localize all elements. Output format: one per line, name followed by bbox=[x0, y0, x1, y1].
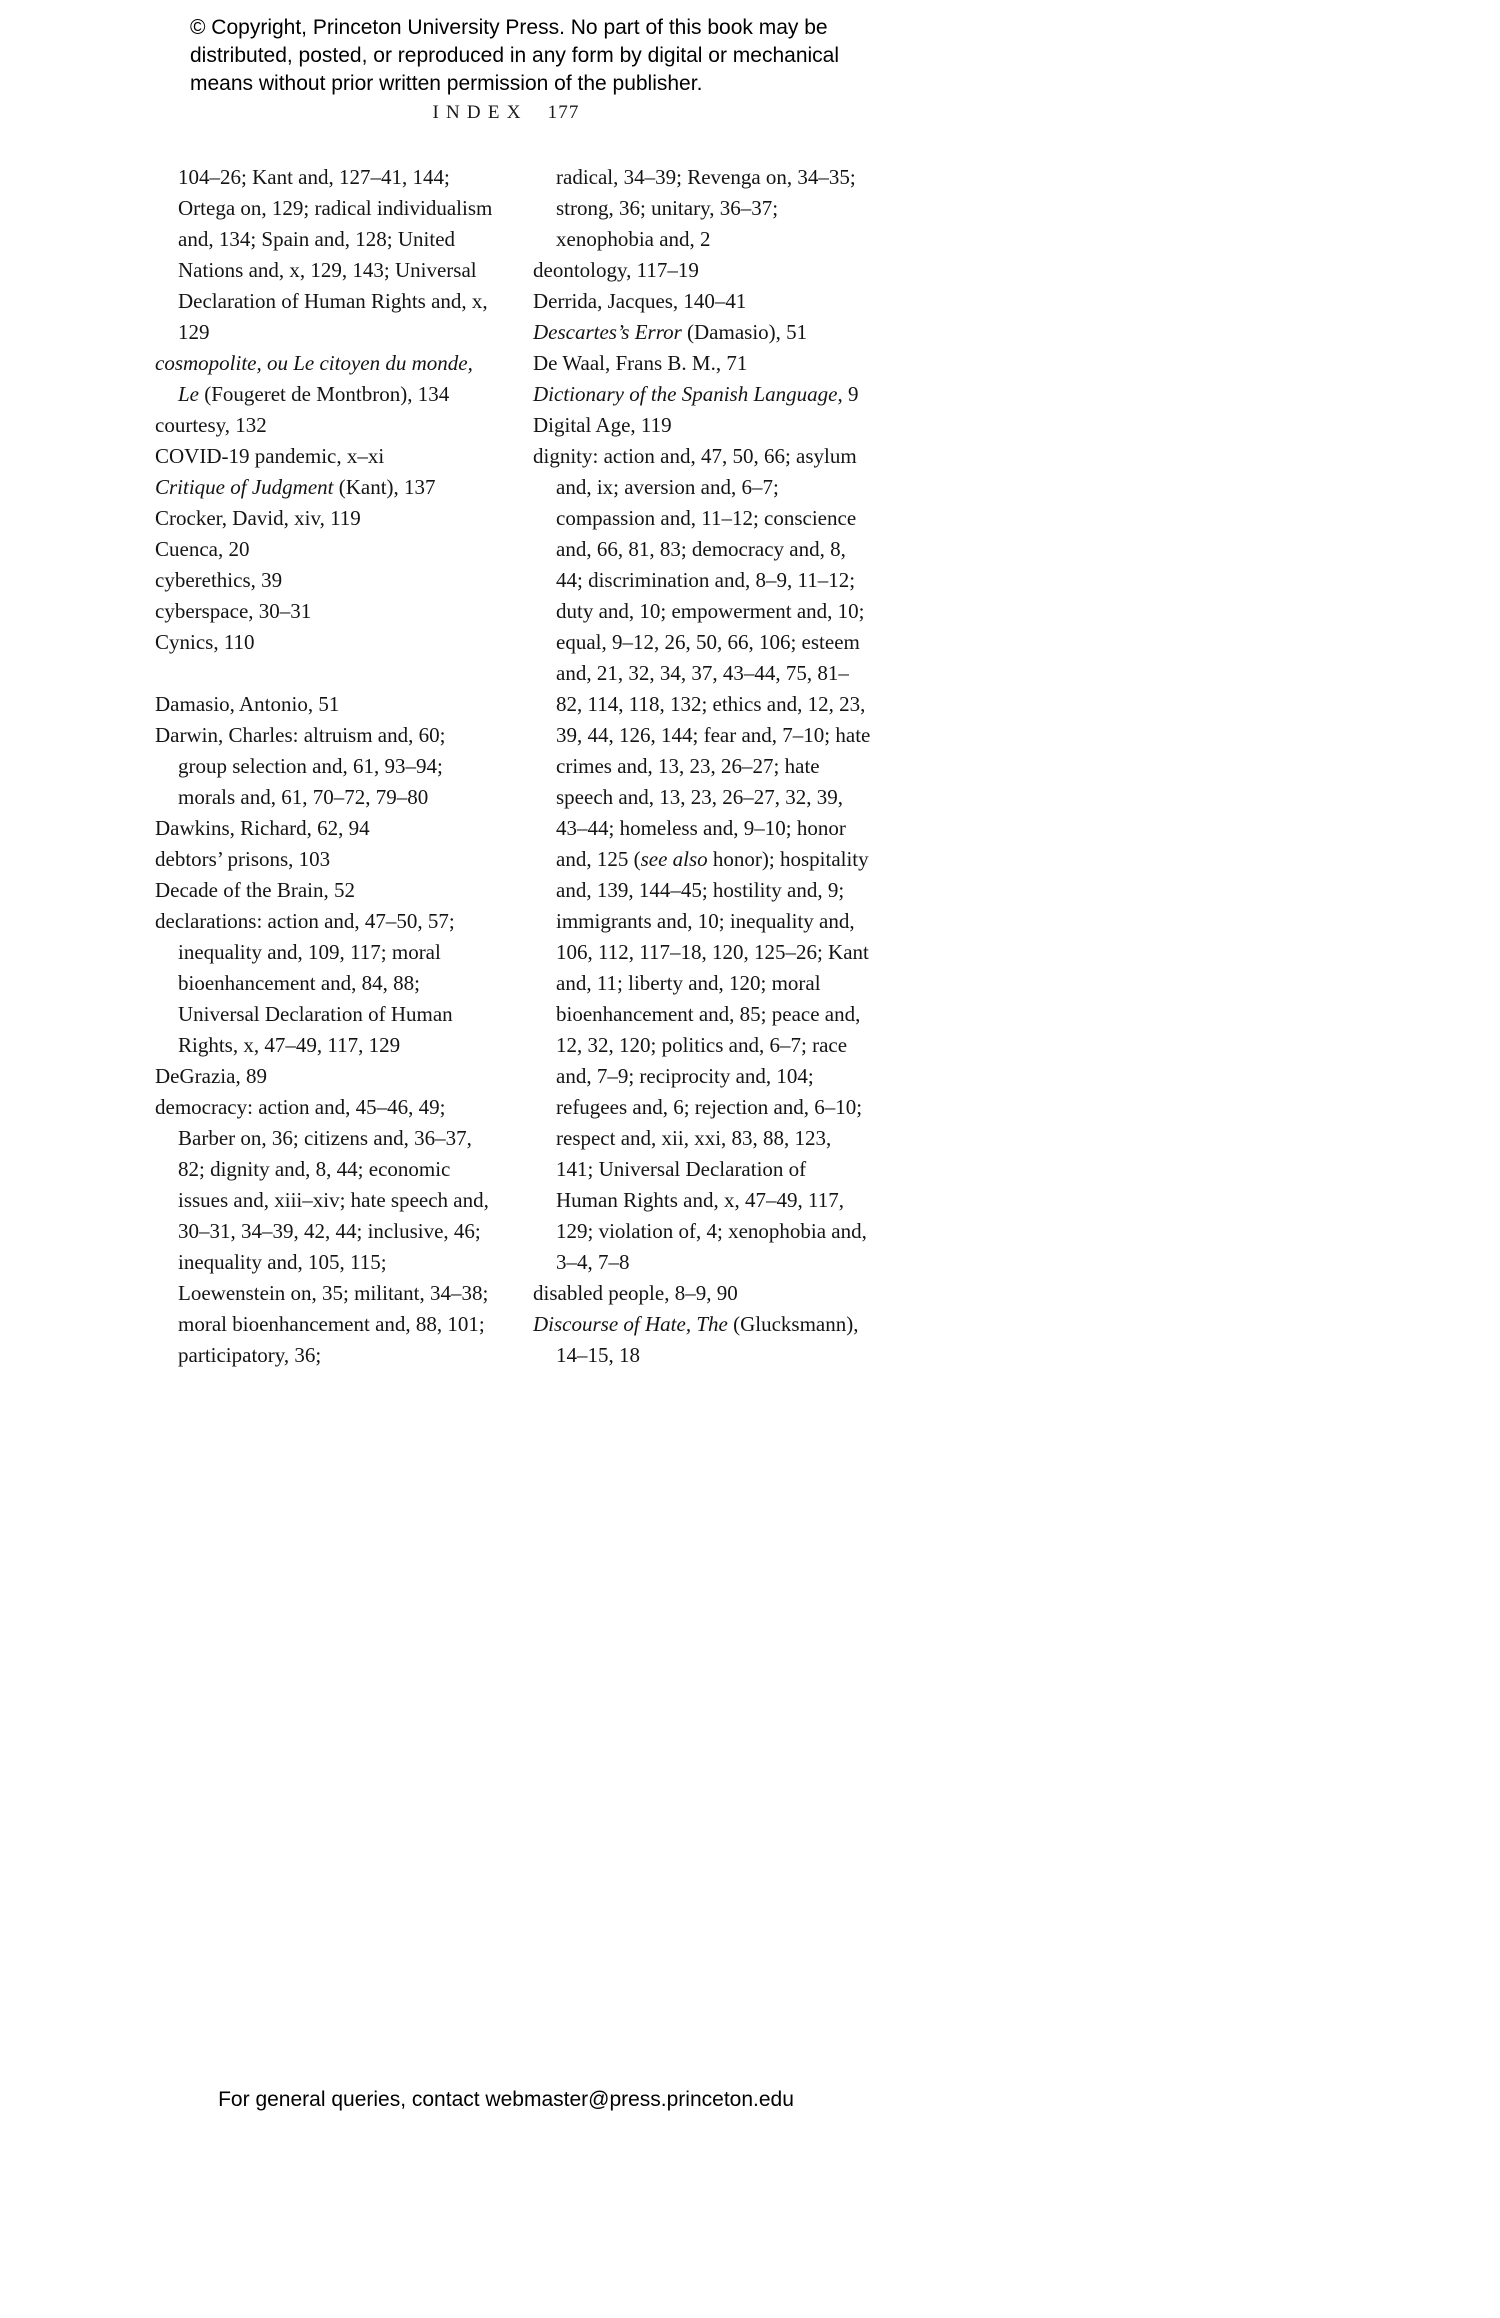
entry-italic-segment: Dictionary of the Spanish Language bbox=[533, 382, 838, 406]
entry-text-segment: Cuenca, 20 bbox=[155, 537, 250, 561]
entry-text-segment: De Waal, Frans B. M., 71 bbox=[533, 351, 748, 375]
index-entry bbox=[533, 1278, 871, 1309]
entry-text-segment: cyberethics, 39 bbox=[155, 568, 283, 592]
index-entry bbox=[155, 720, 493, 813]
index-title: INDEX bbox=[432, 102, 528, 123]
running-head bbox=[150, 102, 862, 124]
index-entry bbox=[533, 441, 871, 1278]
entry-text-segment: 104–26; Kant and, 127–41, 144; Ortega on, 129; radical individualism and, 134; Spain and, 128; United Nations and, x, 129, 143; Universal Declaration of Human Rights and, x, 129 bbox=[178, 165, 493, 344]
entry-text-segment: DeGrazia, 89 bbox=[155, 1064, 267, 1088]
index-entry bbox=[533, 162, 871, 255]
entry-text-segment: declarations: action and, 47–50, 57; inequality and, 109, 117; moral bioenhancement and, 84, 88; Universal Declaration of Human Rights, x, 47–49, 117, 129 bbox=[155, 909, 455, 1057]
page-number: 177 bbox=[547, 102, 580, 123]
index-entry bbox=[533, 1309, 871, 1371]
entry-text-segment: (Damasio), 51 bbox=[681, 320, 808, 344]
index-entry bbox=[155, 596, 493, 627]
entry-text-segment: Cynics, 110 bbox=[155, 630, 255, 654]
entry-text-segment: Crocker, David, xiv, 119 bbox=[155, 506, 361, 530]
copyright-line-2: distributed, posted, or reproduced in any form by digital or mechanical bbox=[190, 44, 840, 67]
entry-text-segment: Damasio, Antonio, 51 bbox=[155, 692, 340, 716]
index-entry bbox=[533, 379, 871, 410]
entry-text-segment: democracy: action and, 45–46, 49; Barber on, 36; citizens and, 36–37, 82; dignity and, 8, 44; economic issues and, xiii–xiv; hate speech and, 30–31, 34–39, 42, 44; inclusive, 46; inequality and, 105, 115; Loewenstein on, 35; militant, 34–38; moral bioenhancement and, 88, 101; participatory, 36; bbox=[155, 1095, 489, 1367]
index-entry bbox=[155, 906, 493, 1061]
entry-text-segment: radical, 34–39; Revenga on, 34–35; strong, 36; unitary, 36–37; xenophobia and, 2 bbox=[556, 165, 856, 251]
index-entry bbox=[533, 255, 871, 286]
index-entry bbox=[155, 1061, 493, 1092]
entry-text-segment: , 9 bbox=[837, 382, 859, 406]
index-column-left bbox=[155, 162, 493, 1371]
entry-text-segment: (Kant), 137 bbox=[333, 475, 436, 499]
entry-text-segment: courtesy, 132 bbox=[155, 413, 267, 437]
index-entry bbox=[155, 162, 493, 348]
index-entry bbox=[155, 627, 493, 658]
index-entry bbox=[155, 875, 493, 906]
entry-text-segment: Decade of the Brain, 52 bbox=[155, 878, 356, 902]
entry-text-segment: Darwin, Charles: altruism and, 60; group selection and, 61, 93–94; morals and, 61, 70–72, 79–80 bbox=[155, 723, 446, 809]
index-entry bbox=[533, 317, 871, 348]
index-entry bbox=[155, 503, 493, 534]
entry-text-segment: cyberspace, 30–31 bbox=[155, 599, 312, 623]
copyright-line-1: © Copyright, Princeton University Press. No part of this book may be bbox=[190, 16, 828, 39]
entry-italic-segment: see also bbox=[640, 847, 708, 871]
entry-text-segment: disabled people, 8–9, 90 bbox=[533, 1281, 738, 1305]
index-entry bbox=[155, 1092, 493, 1371]
footer-query-note bbox=[150, 2088, 862, 2112]
index-entry bbox=[155, 534, 493, 565]
index-entry bbox=[533, 348, 871, 379]
entry-text-segment: Digital Age, 119 bbox=[533, 413, 672, 437]
entry-italic-segment: cosmopolite, ou Le citoyen du monde, Le bbox=[155, 351, 473, 406]
index-entry bbox=[155, 813, 493, 844]
index-column-right bbox=[533, 162, 871, 1371]
copyright-line-3: means without prior written permission of the publisher. bbox=[190, 72, 703, 95]
entry-italic-segment: Descartes’s Error bbox=[533, 320, 682, 344]
index-entry bbox=[533, 410, 871, 441]
index-entry bbox=[155, 410, 493, 441]
entry-text-segment: Dawkins, Richard, 62, 94 bbox=[155, 816, 370, 840]
footer-text: For general queries, contact bbox=[218, 2088, 486, 2111]
entry-italic-segment: Discourse of Hate, The bbox=[533, 1312, 728, 1336]
entry-text-segment: (Fougeret de Montbron), 134 bbox=[199, 382, 450, 406]
index-entry bbox=[155, 689, 493, 720]
index-entry bbox=[155, 472, 493, 503]
entry-text-segment: Derrida, Jacques, 140–41 bbox=[533, 289, 747, 313]
index-entry bbox=[155, 441, 493, 472]
index-entry bbox=[155, 565, 493, 596]
entry-italic-segment: Critique of Judgment bbox=[155, 475, 334, 499]
entry-text-segment: (Glucksmann), 14–15, 18 bbox=[556, 1312, 859, 1367]
entry-text-segment: honor); hospitality and, 139, 144–45; hostility and, 9; immigrants and, 10; inequality and, 106, 112, 117–18, 120, 125–26; Kant and, 11; liberty and, 120; moral bioenhancement and, 85; peace and, 12, 32, 120; politics and, 6–7; race and, 7–9; reciprocity and, 104; refugees and, 6; rejection and, 6–10; respect and, xii, xxi, 83, 88, 123, 141; Universal Declaration of Human Rights and, x, 47–49, 117, 129; violation of, 4; xenophobia and, 3–4, 7–8 bbox=[556, 847, 869, 1274]
entry-text-segment: dignity: action and, 47, 50, 66; asylum and, ix; aversion and, 6–7; compassion and, 11–12; conscience and, 66, 81, 83; democracy and, 8, 44; discrimination and, 8–9, 11–12; duty and, 10; empowerment and, 10; equal, 9–12, 26, 50, 66, 106; esteem and, 21, 32, 34, 37, 43–44, 75, 81–82, 114, 118, 132; ethics and, 12, 23, 39, 44, 126, 144; fear and, 7–10; hate crimes and, 13, 23, 26–27; hate speech and, 13, 23, 26–27, 32, 39, 43–44; homeless and, 9–10; honor and, 125 ( bbox=[533, 444, 871, 871]
index-entry bbox=[155, 348, 493, 410]
entry-text-segment: deontology, 117–19 bbox=[533, 258, 699, 282]
index-entry bbox=[533, 286, 871, 317]
footer-email: webmaster@press.princeton.edu bbox=[485, 2088, 794, 2111]
entry-text-segment: debtors’ prisons, 103 bbox=[155, 847, 331, 871]
entry-text-segment: COVID-19 pandemic, x–xi bbox=[155, 444, 385, 468]
index-entry bbox=[155, 844, 493, 875]
copyright-notice bbox=[190, 14, 839, 98]
